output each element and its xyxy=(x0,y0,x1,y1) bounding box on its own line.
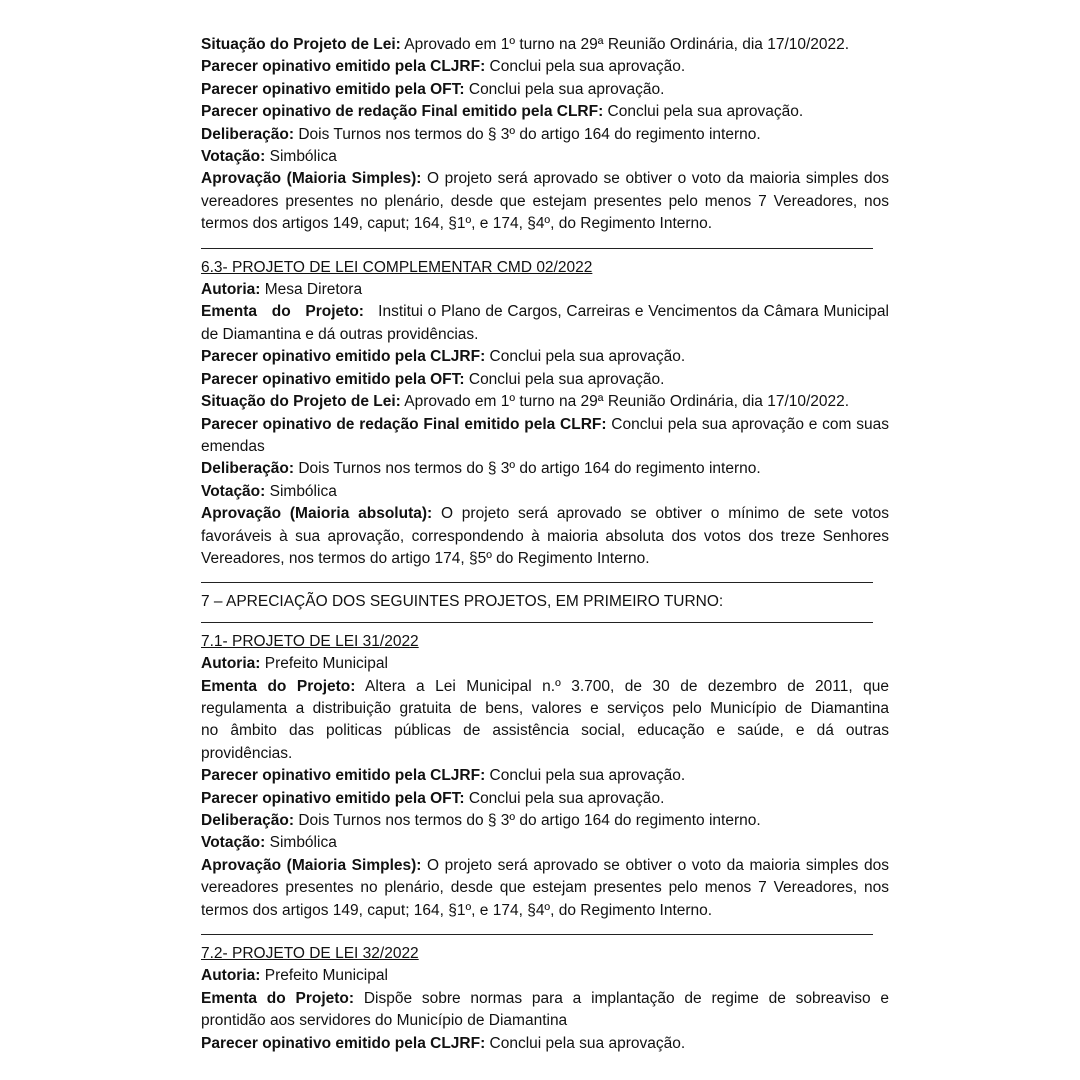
aprovacao-line-2: vereadores presentes no plenário, desde que estejam presentes pelo menos 7 Vereadores, nos xyxy=(201,879,889,897)
ementa-line-1: Ementa do Projeto: Institui o Plano de Cargos, Carreiras e Vencimentos da Câmara Municipal xyxy=(201,303,889,321)
divider xyxy=(201,582,873,583)
section-7-title: 7 – APRECIAÇÃO DOS SEGUINTES PROJETOS, EM PRIMEIRO TURNO: xyxy=(201,593,724,611)
cljrf-line: Parecer opinativo emitido pela CLJRF: Conclui pela sua aprovação. xyxy=(201,348,686,366)
section-7-2 xyxy=(201,943,889,1055)
section-title: 6.3- PROJETO DE LEI COMPLEMENTAR CMD 02/2022 xyxy=(201,258,593,276)
ementa-line-2: de Diamantina e dá outras providências. xyxy=(201,325,479,343)
section-6-3 xyxy=(201,257,889,571)
divider xyxy=(201,248,873,249)
oft-line: Parecer opinativo emitido pela OFT: Conclui pela sua aprovação. xyxy=(201,789,665,807)
redacao-final-line-2: emendas xyxy=(201,437,265,455)
situacao-line: Situação do Projeto de Lei: Aprovado em 1º turno na 29ª Reunião Ordinária, dia 17/10/2022. xyxy=(201,393,850,411)
votacao-line: Votação: Simbólica xyxy=(201,148,337,166)
aprovacao-line-3: termos dos artigos 149, caput; 164, §1º, e 174, §4º, do Regimento Interno. xyxy=(201,901,713,919)
autoria-line: Autoria: Prefeito Municipal xyxy=(201,967,388,985)
aprovacao-line-1: Aprovação (Maioria Simples): O projeto será aprovado se obtiver o voto da maioria simples dos xyxy=(201,170,889,188)
ementa-line-1: Ementa do Projeto: Altera a Lei Municipal n.º 3.700, de 30 de dezembro de 2011, que xyxy=(201,677,889,695)
redacao-final-line: Parecer opinativo de redação Final emitido pela CLRF: Conclui pela sua aprovação. xyxy=(201,103,804,121)
aprovacao-line-2: favoráveis à sua aprovação, correspondendo à maioria absoluta dos votos dos treze Senhores xyxy=(201,527,889,545)
ementa-line-2: prontidão aos servidores do Município de Diamantina xyxy=(201,1012,568,1030)
section-7-1 xyxy=(201,631,889,922)
ementa-line-3: no âmbito das politicas públicas de assistência social, educação e saúde, e dá outras xyxy=(201,722,889,740)
deliberacao-line: Deliberação: Dois Turnos nos termos do § 3º do artigo 164 do regimento interno. xyxy=(201,812,761,829)
autoria-line: Autoria: Mesa Diretora xyxy=(201,281,363,299)
aprovacao-line-3: termos dos artigos 149, caput; 164, §1º, e 174, §4º, do Regimento Interno. xyxy=(201,215,713,233)
ementa-line-4: providências. xyxy=(201,744,293,762)
divider xyxy=(201,934,873,935)
autoria-line: Autoria: Prefeito Municipal xyxy=(201,655,388,673)
deliberacao-line: Deliberação: Dois Turnos nos termos do § 3º do artigo 164 do regimento interno. xyxy=(201,460,761,478)
aprovacao-line-3: Vereadores, nos termos do artigo 174, §5º do Regimento Interno. xyxy=(201,549,650,567)
divider xyxy=(201,622,873,623)
section-title: 7.2- PROJETO DE LEI 32/2022 xyxy=(201,945,419,963)
section-title: 7.1- PROJETO DE LEI 31/2022 xyxy=(201,632,419,650)
votacao-line: Votação: Simbólica xyxy=(201,482,337,500)
document-page xyxy=(201,34,889,1055)
aprovacao-line-2: vereadores presentes no plenário, desde que estejam presentes pelo menos 7 Vereadores, nos xyxy=(201,192,889,210)
oft-line: Parecer opinativo emitido pela OFT: Conclui pela sua aprovação. xyxy=(201,370,665,388)
aprovacao-line-1: Aprovação (Maioria Simples): O projeto será aprovado se obtiver o voto da maioria simples dos xyxy=(201,856,889,874)
block-top xyxy=(201,34,889,236)
cljrf-line: Parecer opinativo emitido pela CLJRF: Conclui pela sua aprovação. xyxy=(201,1034,686,1052)
cljrf-line: Parecer opinativo emitido pela CLJRF: Conclui pela sua aprovação. xyxy=(201,767,686,785)
aprovacao-line-1: Aprovação (Maioria absoluta): O projeto será aprovado se obtiver o mínimo de sete votos xyxy=(201,505,889,523)
situacao-line: Situação do Projeto de Lei: Aprovado em 1º turno na 29ª Reunião Ordinária, dia 17/10/2022. xyxy=(201,36,850,53)
oft-line: Parecer opinativo emitido pela OFT: Conclui pela sua aprovação. xyxy=(201,80,665,98)
deliberacao-line: Deliberação: Dois Turnos nos termos do § 3º do artigo 164 do regimento interno. xyxy=(201,125,761,143)
ementa-line-1: Ementa do Projeto: Dispõe sobre normas para a implantação de regime de sobreaviso e xyxy=(201,989,889,1007)
ementa-line-2: regulamenta a distribuição gratuita de bens, valores e serviços pelo Município de Diamantina xyxy=(201,699,889,717)
cljrf-line: Parecer opinativo emitido pela CLJRF: Conclui pela sua aprovação. xyxy=(201,58,686,76)
redacao-final-line-1: Parecer opinativo de redação Final emitido pela CLRF: Conclui pela sua aprovação e com suas xyxy=(201,415,889,433)
votacao-line: Votação: Simbólica xyxy=(201,834,337,852)
